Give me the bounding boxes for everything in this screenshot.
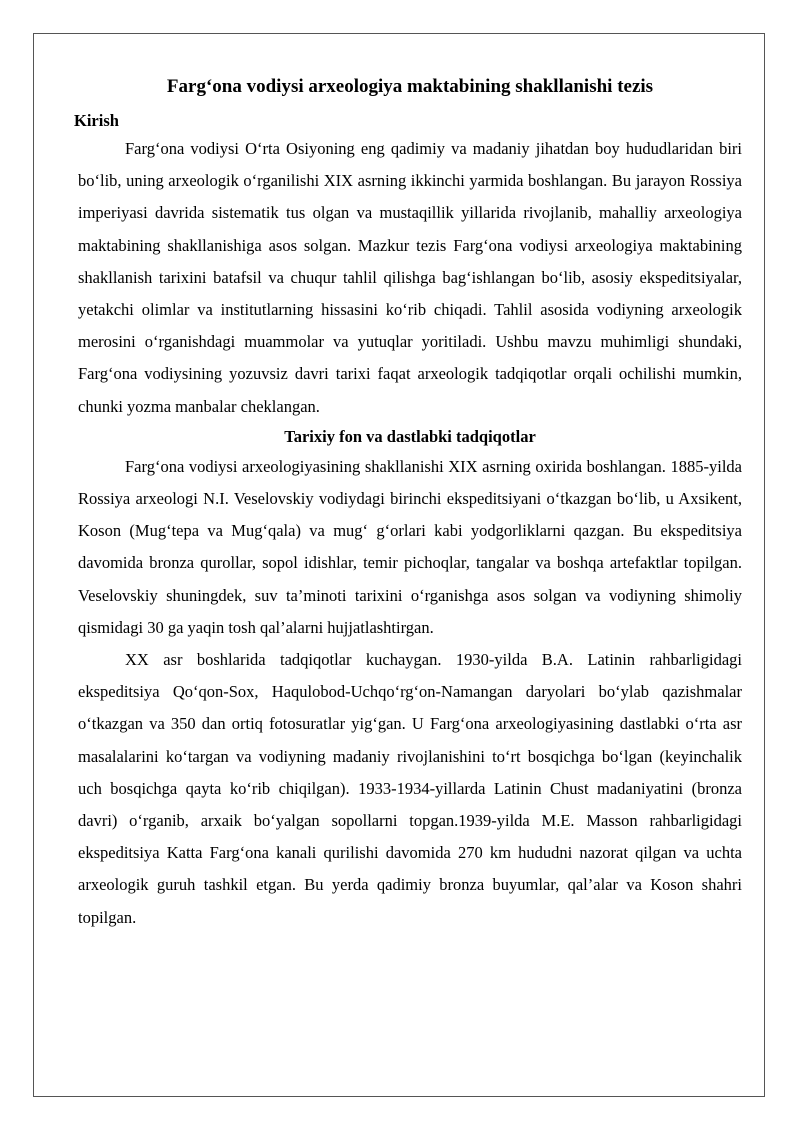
- paragraph-background-1: Farg‘ona vodiysi arxeologiyasining shakllanishi XIX asrning oxirida boshlangan. 1885-yilda Rossiya arxeologi N.I. Veselovskiy vodiydagi birinchi ekspeditsiyani o‘tkazgan bo‘lib, u Axsikent, Koson (Mug‘tepa va Mug‘qala) va mug‘ g‘orlari kabi yodgorliklarni qazgan. Bu ekspeditsiya davomida bronza qurollar, sopol idishlar, temir pichoqlar, tangalar va boshqa artefaktlar topilgan. Veselovskiy shuningdek, suv ta’minoti tarixini o‘rganishga asos solgan va vodiyning shimoliy qismidagi 30 ga yaqin tosh qal’alarni hujjatlashtirgan.: [78, 456, 742, 637]
- paragraph-background-2: XX asr boshlarida tadqiqotlar kuchaygan. 1930-yilda B.A. Latinin rahbarligidagi ekspeditsiya Qo‘qon-Sox, Haqulobod-Uchqo‘rg‘on-Namangan daryolari bo‘ylab qazishmalar o‘tkazgan va 350 dan ortiq fotosuratlar yig‘gan. U Farg‘ona arxeologiyasining dastlabki o‘rta asr masalalarini ko‘targan va vodiyning madaniy rivojlanishini to‘rt bosqichga bo‘lgan (keyinchalik uch bosqichga qayta ko‘rib chiqilgan). 1933-1934-yillarda Latinin Chust madaniyatini (bronza davri) o‘rganib, arxaik bo‘yalgan sopollarni topgan.1939-yilda M.E. Masson rahbarligidagi ekspeditsiya Katta Farg‘ona kanali qurilishi davomida 270 km hududni nazorat qilgan va uchta arxeologik guruh tashkil etgan. Bu yerda qadimiy bronza buyumlar, qal’alar va Koson shahri topilgan.: [78, 650, 742, 927]
- section-heading-background: Tarixiy fon va dastlabki tadqiqotlar: [284, 426, 536, 446]
- document-body: [74, 73, 742, 934]
- document-title: Farg‘ona vodiysi arxeologiya maktabining shakllanishi tezis: [166, 76, 654, 97]
- paragraph-intro: Farg‘ona vodiysi O‘rta Osiyoning eng qadimiy va madaniy jihatdan boy hududlaridan biri bo‘lib, uning arxeologik o‘rganilishi XIX asrning ikkinchi yarmida boshlangan. Bu jarayon Rossiya imperiyasi davrida sistematik tus olgan va mustaqillik yillarida rivojlanib, mahalliy arxeologiya maktabining shakllanishiga asos solgan. Mazkur tezis Farg‘ona vodiysi arxeologiya maktabining shakllanish tarixini batafsil va chuqur tahlil qilishga bag‘ishlangan bo‘lib, asosiy ekspeditsiyalar, yetakchi olimlar va institutlarning hissasini ko‘rib chiqadi. Tahlil asosida vodiyning arxeologik merosini o‘rganishdagi muammolar va yutuqlar yoritiladi. Ushbu mavzu muhimligi shundaki, Farg‘ona vodiysining yozuvsiz davri tarixi faqat arxeologik tadqiqotlar orqali ochilishi mumkin, chunki yozma manbalar cheklangan.: [78, 139, 742, 416]
- section-heading-intro: Kirish: [74, 111, 119, 130]
